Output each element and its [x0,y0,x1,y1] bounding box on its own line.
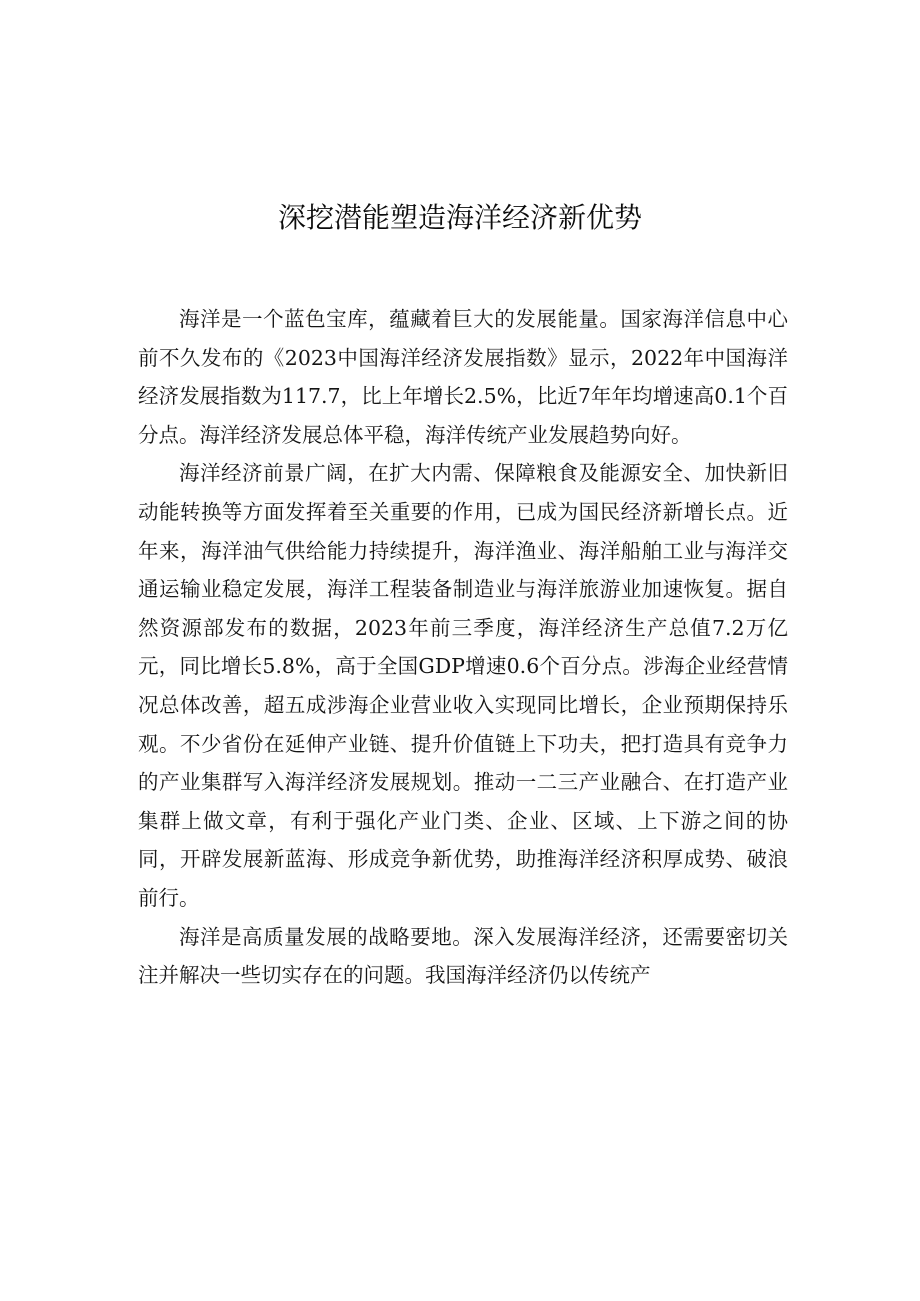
paragraph-1: 海洋是一个蓝色宝库，蕴藏着巨大的发展能量。国家海洋信息中心前不久发布的《2023中国海洋经济发展指数》显示，2022年中国海洋经济发展指数为117.7，比上年增长2.5%，比近7年年均增速高0.1个百分点。海洋经济发展总体平稳，海洋传统产业发展趋势向好。 [138,307,788,447]
paragraph-2: 海洋经济前景广阔，在扩大内需、保障粮食及能源安全、加快新旧动能转换等方面发挥着至关重要的作用，已成为国民经济新增长点。近年来，海洋油气供给能力持续提升，海洋渔业、海洋船舶工业与海洋交通运输业稳定发展，海洋工程装备制造业与海洋旅游业加速恢复。据自然资源部发布的数据，2023年前三季度，海洋经济生产总值7.2万亿元，同比增长5.8%，高于全国GDP增速0.6个百分点。涉海企业经营情况总体改善，超五成涉海企业营业收入实现同比增长，企业预期保持乐观。不少省份在延伸产业链、提升价值链上下功夫，把打造具有竞争力的产业集群写入海洋经济发展规划。推动一二三产业融合、在打造产业集群上做文章，有利于强化产业门类、企业、区域、上下游之间的协同，开辟发展新蓝海、形成竞争新优势，助推海洋经济积厚成势、破浪前行。 [138,461,788,910]
page-title: 深挖潜能塑造海洋经济新优势 [277,201,642,234]
article-body [138,300,788,995]
paragraph-3: 海洋是高质量发展的战略要地。深入发展海洋经济，还需要密切关注并解决一些切实存在的问题。我国海洋经济仍以传统产 [138,924,788,988]
